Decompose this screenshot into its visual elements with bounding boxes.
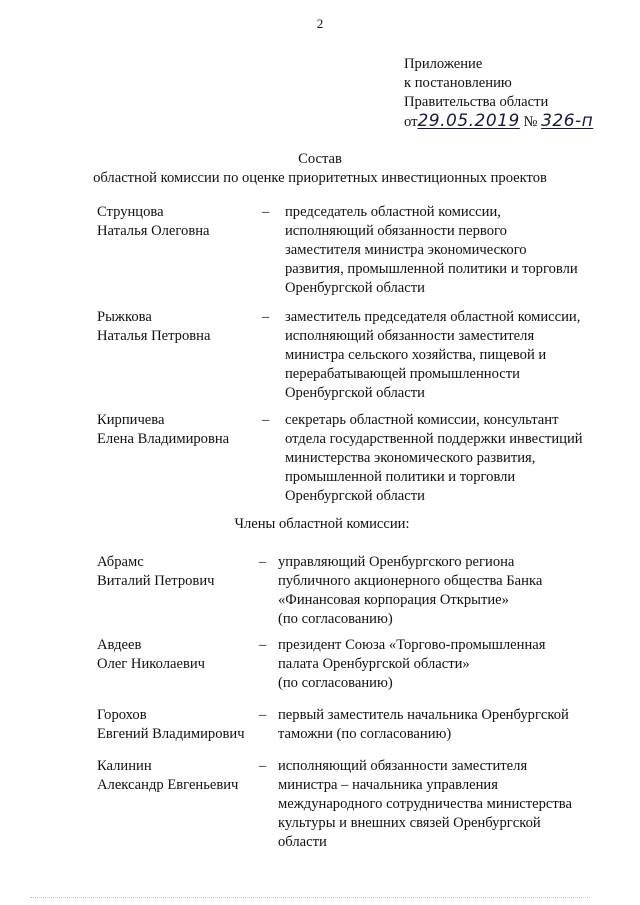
dash: – [259, 637, 267, 653]
role-line: президент Союза «Торгово-промышленная [278, 637, 546, 653]
member-name [97, 203, 270, 241]
title-line-1: Состав [298, 151, 342, 167]
member-role [278, 636, 608, 693]
handwritten-number: 326-п [541, 111, 594, 131]
dash: – [262, 204, 270, 220]
member-name [97, 706, 267, 744]
dash: – [259, 707, 267, 723]
member-name [97, 636, 267, 674]
member-given-names: Виталий Петрович [97, 573, 215, 589]
role-line: развития, промышленной политики и торговли [285, 261, 578, 277]
dash: – [262, 412, 270, 428]
role-line: министерства экономического развития, [285, 450, 536, 466]
handwritten-date: 29.05.2019 [417, 111, 520, 131]
member-name [97, 553, 267, 591]
member-given-names: Евгений Владимирович [97, 726, 245, 742]
role-line: председатель областной комиссии, [285, 204, 501, 220]
member-name [97, 411, 270, 449]
role-line: заместителя министра экономического [285, 242, 527, 258]
role-line: перерабатывающей промышленности [285, 366, 520, 382]
role-line: промышленной политики и торговли [285, 469, 516, 485]
member-given-names: Наталья Петровна [97, 328, 211, 344]
member-name [97, 757, 267, 795]
document-title [0, 150, 640, 188]
appendix-date-line [404, 112, 634, 132]
role-line: «Финансовая корпорация Открытие» [278, 592, 509, 608]
member-role [278, 553, 608, 629]
member-given-names: Наталья Олеговна [97, 223, 210, 239]
role-line: министра сельского хозяйства, пищевой и [285, 347, 547, 363]
appendix-block [404, 55, 634, 132]
role-line: министра – начальника управления [278, 777, 498, 793]
page-number: 2 [316, 16, 324, 31]
role-line: отдела государственной поддержки инвестиций [285, 431, 583, 447]
role-line: (по согласованию) [278, 675, 393, 691]
members-heading: Члены областной комиссии: [234, 516, 410, 532]
role-line: публичного акционерного общества Банка [278, 573, 543, 589]
member-given-names: Олег Николаевич [97, 656, 206, 672]
dash: – [259, 554, 267, 570]
role-line: управляющий Оренбургского региона [278, 554, 515, 570]
role-line: Оренбургской области [285, 280, 425, 296]
role-line: палата Оренбургской области» [278, 656, 470, 672]
member-surname: Струнцова [97, 204, 164, 220]
member-surname: Калинин [97, 758, 152, 774]
member-role [278, 706, 608, 744]
appendix-line-2: к постановлению [404, 75, 512, 91]
member-role [285, 308, 615, 403]
number-sign: № [523, 114, 538, 130]
member-given-names: Елена Владимировна [97, 431, 230, 447]
member-name [97, 308, 270, 346]
title-line-2: областной комиссии по оценке приоритетных инвестиционных проектов [93, 170, 547, 186]
member-role [285, 411, 615, 506]
role-line: международного сотрудничества министерства [278, 796, 572, 812]
role-line: Оренбургской области [285, 488, 425, 504]
member-given-names: Александр Евгеньевич [97, 777, 239, 793]
role-line: (по согласованию) [278, 611, 393, 627]
scan-artifact-line [30, 897, 590, 899]
role-line: секретарь областной комиссии, консультант [285, 412, 559, 428]
role-line: первый заместитель начальника Оренбургской [278, 707, 569, 723]
role-line: таможни (по согласованию) [278, 726, 452, 742]
member-surname: Авдеев [97, 637, 142, 653]
role-line: исполняющий обязанности первого [285, 223, 507, 239]
member-surname: Горохов [97, 707, 147, 723]
member-role [285, 203, 615, 298]
member-role [278, 757, 608, 852]
dash: – [259, 758, 267, 774]
role-line: Оренбургской области [285, 385, 425, 401]
role-line: заместитель председателя областной комиссии, [285, 309, 581, 325]
role-line: исполняющий обязанности заместителя [285, 328, 535, 344]
appendix-line-1: Приложение [404, 56, 483, 72]
from-prefix: от [404, 114, 418, 130]
role-line: области [278, 834, 327, 850]
appendix-line-3: Правительства области [404, 94, 549, 110]
member-surname: Абрамс [97, 554, 144, 570]
dash: – [262, 309, 270, 325]
member-surname: Рыжкова [97, 309, 152, 325]
role-line: исполняющий обязанности заместителя [278, 758, 528, 774]
role-line: культуры и внешних связей Оренбургской [278, 815, 541, 831]
member-surname: Кирпичева [97, 412, 165, 428]
